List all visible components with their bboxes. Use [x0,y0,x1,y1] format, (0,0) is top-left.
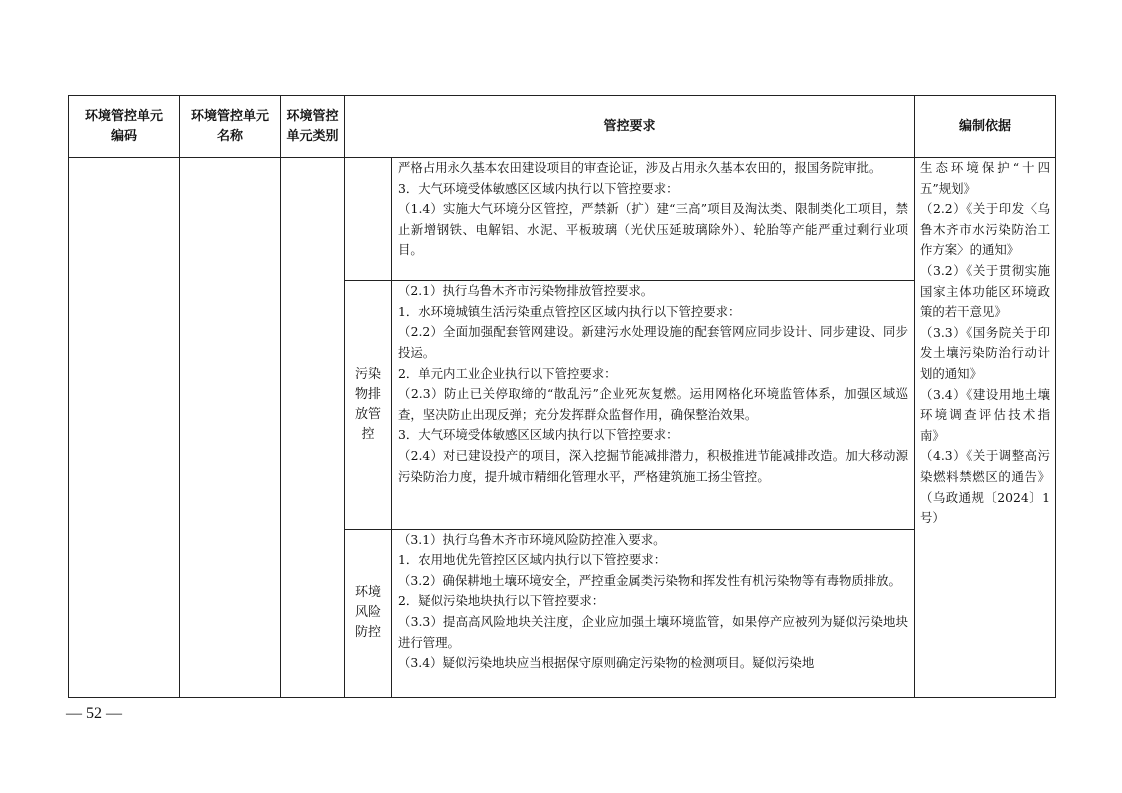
header-unit-category: 环境管控单元类别 [281,96,345,158]
unit-code-cell [69,158,180,698]
requirement-line: （3.4）疑似污染地块应当根据保守原则确定污染物的检测项目。疑似污染地 [398,655,815,671]
requirement-line: 3．大气环境受体敏感区区域内执行以下管控要求： [398,427,679,443]
requirement-line: （3.1）执行乌鲁木齐市环境风险防控准入要求。 [398,531,666,547]
requirement-line: （3.2）确保耕地土壤环境安全，严控重金属类污染物和挥发性有机污染物等有毒物质排放。 [398,572,901,588]
requirement-line: 严格占用永久基本农田建设项目的审查论证，涉及占用永久基本农田的，报国务院审批。 [398,160,882,176]
subcategory-risk-control: 环境风险防控 [345,529,392,697]
requirement-line: 1．水环境城镇生活污染重点管控区区域内执行以下管控要求： [398,303,741,319]
header-basis: 编制依据 [915,96,1056,158]
requirement-line: （3.3）提高高风险地块关注度，企业应加强土壤环境监管，如果停产应被列为疑似污染地块进行管理。 [398,614,909,650]
basis-line: （3.2）《关于贯彻实施国家主体功能区环境政策的若干意见》 [920,263,1051,320]
basis-cell [915,158,1056,698]
subcategory-cell [345,158,392,281]
requirement-line: （2.1）执行乌鲁木齐市污染物排放管控要求。 [398,283,654,299]
requirement-line: （2.2）全面加强配套管网建设。新建污水处理设施的配套管网应同步设计、同步建设、同步投运。 [398,324,909,361]
requirement-line: 2．单元内工业企业执行以下管控要求： [398,365,617,381]
header-unit-code: 环境管控单元编码 [69,96,180,158]
subcategory-pollutant-discharge: 污染物排放管控 [345,281,392,529]
table-row [69,158,1056,281]
basis-line: 生态环境保护“十四五”规划》 [920,160,1051,196]
basis-line: （3.4）《建设用地土壤环境调查评估技术指南》 [920,386,1051,443]
table-header-row [69,96,1056,158]
basis-line: （3.3）《国务院关于印发土壤污染防治行动计划的通知》 [920,324,1051,382]
basis-line: （2.2）《关于印发〈乌鲁木齐市水污染防治工作方案〉的通知》 [920,201,1051,258]
requirements-cell [392,158,915,281]
basis-line: （4.3）《关于调整高污染燃料禁燃区的通告》（乌政通规〔2024〕1号） [920,448,1051,526]
unit-category-cell [281,158,345,698]
requirements-cell [392,281,915,529]
requirement-line: （2.3）防止已关停取缔的“散乱污”企业死灰复燃。运用网格化环境监管体系，加强区域巡查，坚决防止出现反弹；充分发挥群众监督作用，确保整治效果。 [398,386,909,422]
unit-name-cell [180,158,281,698]
header-unit-name: 环境管控单元名称 [180,96,281,158]
control-requirements-table [68,95,1056,698]
page-number: — 52 — [66,705,122,722]
requirements-cell [392,529,915,697]
requirement-line: 3．大气环境受体敏感区区域内执行以下管控要求： [398,180,679,196]
requirement-line: （2.4）对已建设投产的项目，深入挖掘节能减排潜力，积极推进节能减排改造。加大移动源污染防治力度，提升城市精细化管理水平，严格建筑施工扬尘管控。 [398,448,909,484]
requirement-line: 2．疑似污染地块执行以下管控要求： [398,593,605,609]
header-control-requirements: 管控要求 [345,96,915,158]
requirement-line: （1.4）实施大气环境分区管控，严禁新（扩）建“三高”项目及淘汰类、限制类化工项目，禁止新增钢铁、电解铝、水泥、平板玻璃（光伏压延玻璃除外）、轮胎等产能严重过剩行业项目。 [398,201,909,258]
requirement-line: 1．农用地优先管控区区域内执行以下管控要求： [398,552,667,568]
